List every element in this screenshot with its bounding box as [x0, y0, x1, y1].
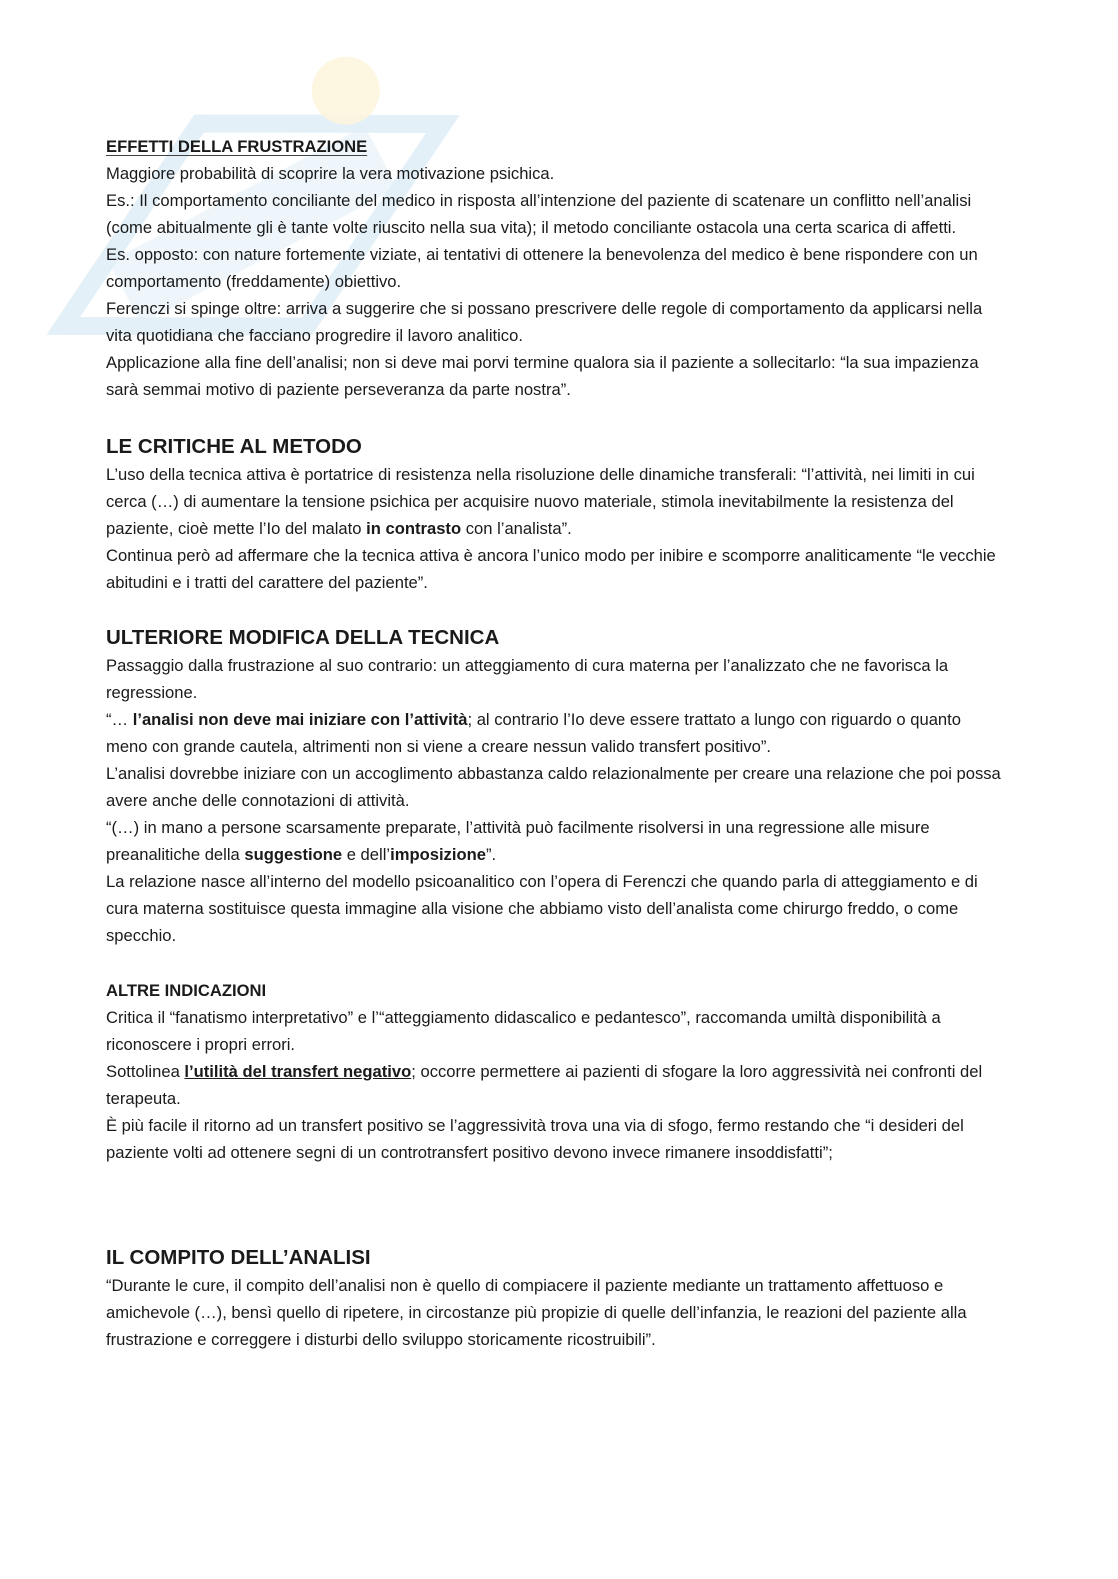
heading-altre-indicazioni: ALTRE INDICAZIONI [106, 981, 267, 1000]
paragraph: “… l’analisi non deve mai iniziare con l’attività; al contrario l’Io deve essere trattato a lungo con riguardo o quanto meno con grande cautela, altrimenti non si viene a creare nessun valido transfert positivo”. [106, 710, 961, 756]
paragraph: Es. opposto: con nature fortemente viziate, ai tentativi di ottenere la benevolenza del medico è bene rispondere con un comportamento (freddamente) obiettivo. [106, 245, 978, 291]
paragraph: Passaggio dalla frustrazione al suo contrario: un atteggiamento di cura materna per l’analizzato che ne favorisca la regressione. [106, 656, 949, 702]
paragraph: Applicazione alla fine dell’analisi; non si deve mai porvi termine qualora sia il paziente a sollecitarlo: “la sua impazienza sarà semmai motivo di paziente perseveranza da parte nostra”. [106, 353, 979, 399]
bold-text: in contrasto [366, 519, 462, 538]
paragraph: Ferenczi si spinge oltre: arriva a suggerire che si possano prescrivere delle regole di comportamento da applicarsi nella vita quotidiana che facciano progredire il lavoro analitico. [106, 299, 983, 345]
paragraph: L’uso della tecnica attiva è portatrice di resistenza nella risoluzione delle dinamiche transferali: “l’attività, nei limiti in cui cerca (…) di aumentare la tensione psichica per acquisire nuovo materiale, stimola inevitabilmente la resistenza del paziente, cioè mette l’Io del malato in contrasto con l’analista”. [106, 465, 975, 538]
paragraph: Critica il “fanatismo interpretativo” e l’“atteggiamento didascalico e pedantesco”, raccomanda umiltà disponibilità a riconoscere i propri errori. [106, 1008, 941, 1054]
bold-text: l’analisi non deve mai iniziare con l’attività [132, 710, 468, 729]
heading-ulteriore-modifica: ULTERIORE MODIFICA DELLA TECNICA [106, 626, 500, 649]
paragraph: La relazione nasce all’interno del modello psicoanalitico con l’opera di Ferenczi che quando parla di atteggiamento e di cura materna sostituisce questa immagine alla visione che abbiamo visto dell’analista come chirurgo freddo, o come specchio. [106, 872, 978, 945]
paragraph: Sottolinea l’utilità del transfert negativo; occorre permettere ai pazienti di sfogare la loro aggressività nei confronti del terapeuta. [106, 1062, 983, 1108]
paragraph: È più facile il ritorno ad un transfert positivo se l’aggressività trova una via di sfogo, fermo restando che “i desideri del paziente volti ad ottenere segni di un controtransfert positivo devono invece rimanere insoddisfatti”; [106, 1116, 964, 1162]
document-body [106, 133, 1006, 1353]
heading-compito-analisi: IL COMPITO DELL’ANALISI [106, 1246, 371, 1269]
bold-text: imposizione [390, 845, 486, 864]
heading-effetti-frustrazione: EFFETTI DELLA FRUSTRAZIONE [106, 137, 368, 156]
paragraph: Es.: Il comportamento conciliante del medico in risposta all’intenzione del paziente di scatenare un conflitto nell’analisi (come abitualmente gli è tante volte riuscito nella sua vita); il metodo conciliante ostacola una certa scarica di affetti. [106, 191, 972, 237]
bold-text: suggestione [244, 845, 343, 864]
paragraph: L’analisi dovrebbe iniziare con un accoglimento abbastanza caldo relazionalmente per creare una relazione che poi possa avere anche delle connotazioni di attività. [106, 764, 1001, 810]
paragraph: “Durante le cure, il compito dell’analisi non è quello di compiacere il paziente mediante un trattamento affettuoso e amichevole (…), bensì quello di ripetere, in circostanze più propizie di quelle dell’infanzia, le reazioni del paziente alla frustrazione e correggere i disturbi dello sviluppo storicamente ricostruibili”. [106, 1276, 967, 1349]
paragraph: Continua però ad affermare che la tecnica attiva è ancora l’unico modo per inibire e scomporre analiticamente “le vecchie abitudini e i tratti del carattere del paziente”. [106, 546, 996, 592]
paragraph: “(…) in mano a persone scarsamente preparate, l’attività può facilmente risolversi in una regressione alle misure preanalitiche della suggestione e dell’imposizione”. [106, 818, 930, 864]
bold-underlined-text: l’utilità del transfert negativo [184, 1062, 412, 1081]
paragraph: Maggiore probabilità di scoprire la vera motivazione psichica. [106, 164, 555, 183]
heading-critiche-metodo: LE CRITICHE AL METODO [106, 435, 362, 458]
